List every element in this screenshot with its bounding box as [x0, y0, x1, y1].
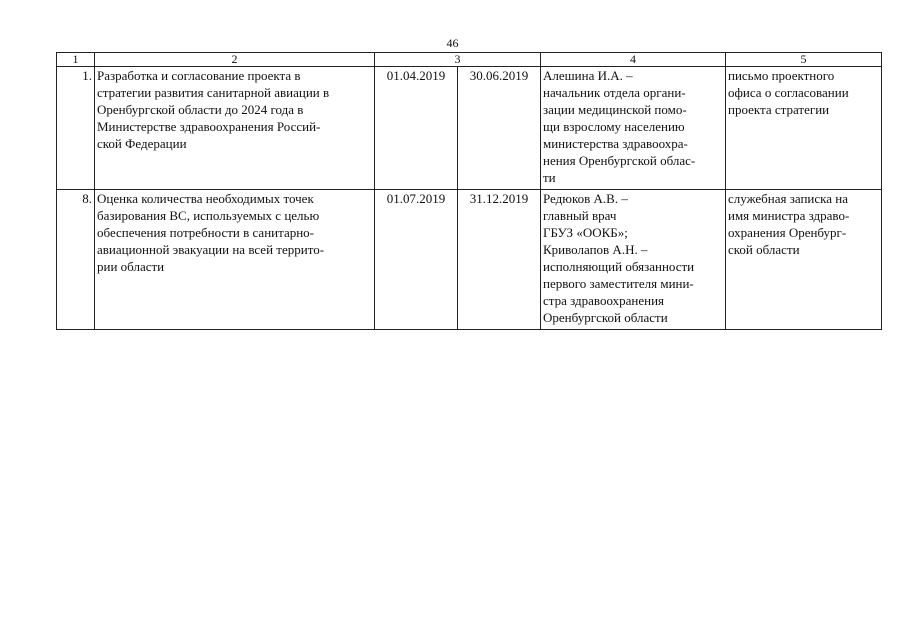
result-document — [726, 190, 882, 330]
task-line: авиационной эвакуации на всей террито- — [97, 242, 325, 257]
document-line: письмо проектного — [728, 68, 835, 83]
document-line: проекта стратегии — [728, 102, 830, 117]
responsible-line: стра здравоохранения — [543, 293, 665, 308]
end-date: 31.12.2019 — [458, 190, 541, 330]
task-description — [95, 190, 375, 330]
row-number: 1. — [57, 67, 95, 190]
document-line: служебная записка на — [728, 191, 849, 206]
task-line: Оценка количества необходимых точек — [97, 191, 314, 206]
task-line: обеспечения потребности в санитарно- — [97, 225, 315, 240]
responsible-line: первого заместителя мини- — [543, 276, 694, 291]
responsible-line: министерства здравоохра- — [543, 136, 688, 151]
responsible-person — [541, 190, 726, 330]
responsible-line: ГБУЗ «ООКБ»; — [543, 225, 628, 240]
responsible-line: Алешина И.А. – — [543, 68, 633, 83]
responsible-person — [541, 67, 726, 190]
responsible-line: щи взрослому населению — [543, 119, 685, 134]
responsible-line: исполняющий обязанности — [543, 259, 695, 274]
result-document — [726, 67, 882, 190]
table-row — [57, 190, 882, 330]
end-date: 30.06.2019 — [458, 67, 541, 190]
responsible-line: ти — [543, 170, 556, 185]
document-line: офиса о согласовании — [728, 85, 849, 100]
responsible-line: зации медицинской помо- — [543, 102, 687, 117]
document-line: ской области — [728, 242, 800, 257]
responsible-line: Криволапов А.Н. – — [543, 242, 648, 257]
row-number: 8. — [57, 190, 95, 330]
plan-table — [56, 52, 882, 330]
header-row — [57, 53, 882, 67]
task-line: Оренбургской области до 2024 года в — [97, 102, 304, 117]
task-line: Министерстве здравоохранения Россий- — [97, 119, 321, 134]
task-line: ской Федерации — [97, 136, 187, 151]
header-col-2: 2 — [95, 53, 375, 67]
responsible-line: Редюков А.В. – — [543, 191, 628, 206]
start-date: 01.07.2019 — [375, 190, 458, 330]
header-col-4: 4 — [541, 53, 726, 67]
task-description — [95, 67, 375, 190]
responsible-line: главный врач — [543, 208, 617, 223]
responsible-line: начальник отдела органи- — [543, 85, 686, 100]
document-line: имя министра здраво- — [728, 208, 850, 223]
responsible-line: нения Оренбургской облас- — [543, 153, 696, 168]
start-date: 01.04.2019 — [375, 67, 458, 190]
task-line: базирования ВС, используемых с целью — [97, 208, 320, 223]
page-number: 46 — [446, 36, 459, 50]
task-line: стратегии развития санитарной авиации в — [97, 85, 330, 100]
header-col-5: 5 — [726, 53, 882, 67]
header-col-3: 3 — [375, 53, 541, 67]
document-line: охранения Оренбург- — [728, 225, 847, 240]
task-line: Разработка и согласование проекта в — [97, 68, 301, 83]
table-row — [57, 67, 882, 190]
task-line: рии области — [97, 259, 165, 274]
responsible-line: Оренбургской области — [543, 310, 668, 325]
header-col-1: 1 — [57, 53, 95, 67]
